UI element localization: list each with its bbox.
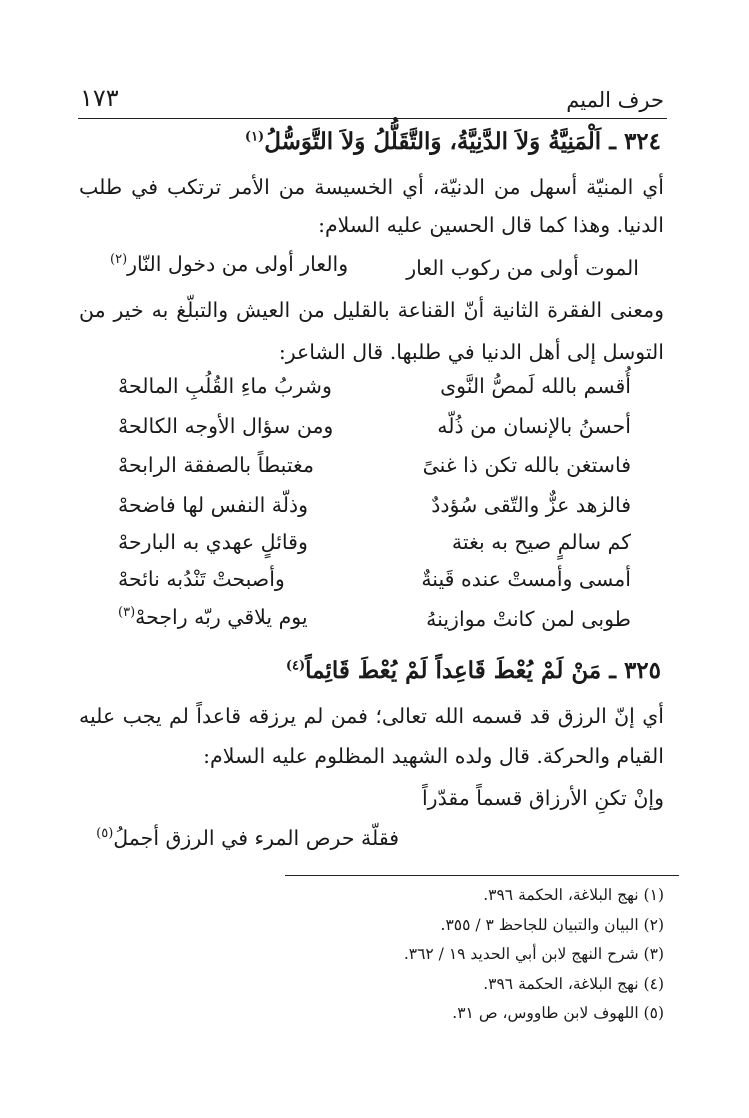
page-number: ١٧٣ bbox=[80, 84, 119, 112]
poem-line-4-right: فالزهد عزٌّ والتّقى سُؤددٌ bbox=[431, 493, 631, 517]
entry-325-para-line-1: أي إنّ الرزق قد قسمه الله تعالى؛ فمن لم يرزقه قاعداً لم يجب عليه bbox=[79, 704, 664, 728]
verse-left-hemistich bbox=[110, 252, 348, 276]
entry-324-para-2-line-1: ومعنى الفقرة الثانية أنّ القناعة بالقليل من العيش والتبلّغ به خير من bbox=[79, 298, 664, 322]
entry-325-title-text: ٣٢٥ ـ مَنْ لَمْ يُعْطَ قَاعِداً لَمْ يُعْطَ قَائِماً bbox=[305, 657, 661, 684]
poem-line-2-left: ومن سؤال الأوجه الكالحهْ bbox=[118, 414, 334, 438]
running-header-title: حرف الميم bbox=[566, 88, 664, 112]
footnote-divider bbox=[285, 875, 679, 876]
poem-line-5-left: وقائلٍ عهدي به البارحهْ bbox=[118, 530, 308, 554]
poem-line-5-right: كم سالمٍ صيح به بغتة bbox=[451, 530, 631, 554]
entry-324-para-1-line-2: الدنيا. وهذا كما قال الحسين عليه السلام: bbox=[318, 213, 664, 237]
poem-line-2-right: أحسنُ بالإنسان من ذُلّه bbox=[437, 414, 631, 438]
poem-line-6-right: أمسى وأمستْ عنده قَينةٌ bbox=[421, 567, 631, 591]
footnote-ref-1: (١) bbox=[244, 129, 265, 145]
verse-right-hemistich: الموت أولى من ركوب العار bbox=[406, 256, 639, 280]
verse-left-text: والعار أولى من دخول النّار bbox=[127, 252, 349, 276]
poem-line-7-left bbox=[118, 605, 308, 629]
footnote-1: (١) نهج البلاغة، الحكمة ٣٩٦. bbox=[483, 886, 664, 904]
verse-325-line-2-text: فقلّة حرص المرء في الرزق أجملُ bbox=[113, 826, 399, 850]
poem-line-4-left: وذلّة النفس لها فاضحهْ bbox=[118, 493, 309, 517]
footnote-ref-2: (٢) bbox=[110, 252, 128, 268]
footnote-ref-3: (٣) bbox=[118, 605, 136, 621]
entry-325-title bbox=[286, 657, 661, 684]
entry-324-title-text: ٣٢٤ ـ اَلْمَنِيَّةُ وَلاَ الدَّنِيَّةُ، وَالتَّقَلُّلُ وَلاَ التَّوَسُّلُ bbox=[264, 128, 661, 155]
footnote-3: (٣) شرح النهج لابن أبي الحديد ١٩ / ٣٦٢. bbox=[403, 945, 664, 963]
verse-325-line-1: وإنْ تكنِ الأرزاق قسماً مقدّراً bbox=[421, 786, 664, 810]
footnote-4: (٤) نهج البلاغة، الحكمة ٣٩٦. bbox=[483, 975, 664, 993]
poem-line-6-left: وأصبحتْ تَنْدُبه نائحهْ bbox=[118, 567, 285, 591]
footnote-5: (٥) اللهوف لابن طاووس، ص ٣١. bbox=[452, 1004, 664, 1022]
footnote-ref-4: (٤) bbox=[285, 658, 306, 674]
poem-line-7-left-text: يوم يلاقي ربّه راجحهْ bbox=[135, 605, 308, 629]
entry-324-para-1-line-1: أي المنيّة أسهل من الدنيّة، أي الخسيسة من الأمر ترتكب في طلب bbox=[79, 175, 664, 199]
poem-line-3-right: فاستغن بالله تكن ذا غنىً bbox=[422, 453, 631, 477]
footnote-ref-5: (٥) bbox=[96, 826, 114, 842]
entry-324-title bbox=[245, 128, 661, 155]
poem-line-1-right: أُقسم بالله لَمصُّ النَّوى bbox=[440, 374, 631, 398]
entry-324-para-2-line-2: التوسل إلى أهل الدنيا في طلبها. قال الشاعر: bbox=[278, 340, 664, 364]
poem-line-1-left: وشربُ ماءِ القُلُبِ المالحهْ bbox=[118, 374, 332, 398]
poem-line-7-right: طوبى لمن كانتْ موازينهُ bbox=[426, 607, 631, 631]
verse-325-line-2 bbox=[96, 826, 399, 850]
header-divider bbox=[78, 118, 667, 119]
poem-line-3-left: مغتبطاً بالصفقة الرابحهْ bbox=[118, 453, 314, 477]
entry-325-para-line-2: القيام والحركة. قال ولده الشهيد المظلوم عليه السلام: bbox=[203, 744, 664, 768]
footnote-2: (٢) البيان والتبيان للجاحظ ٣ / ٣٥٥. bbox=[440, 916, 664, 934]
